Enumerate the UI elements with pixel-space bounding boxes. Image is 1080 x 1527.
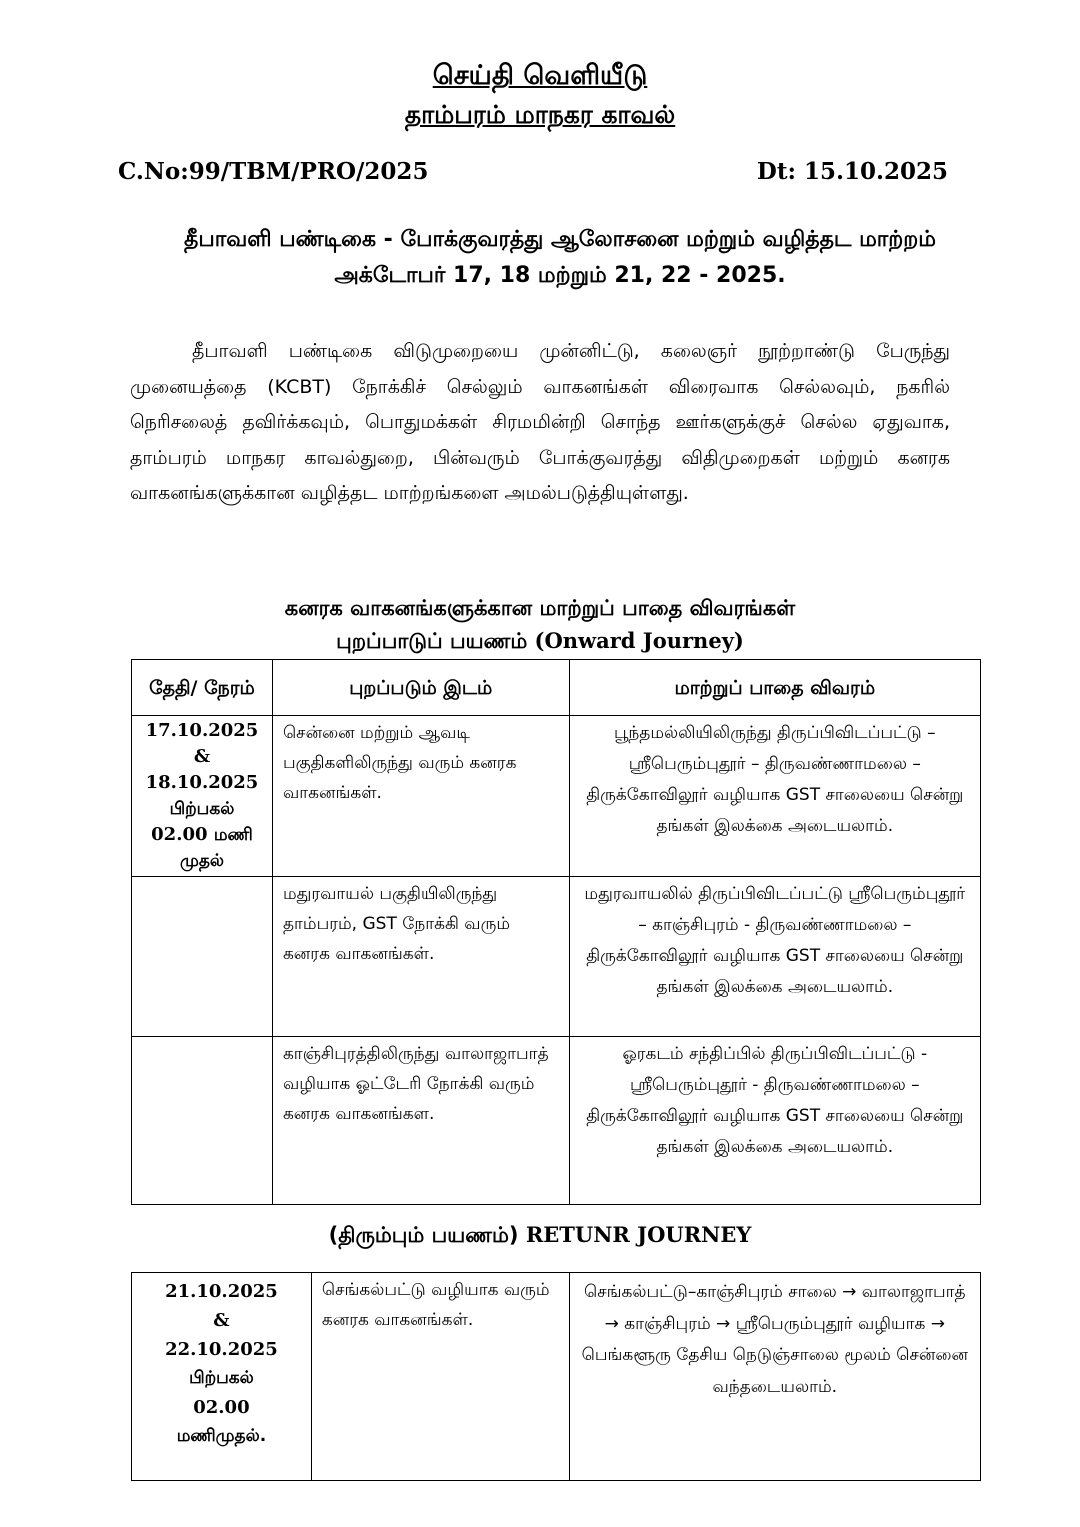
route-cell: ஓரகடம் சந்திப்பில் திருப்பிவிடப்பட்டு - ஸ்ரீபெரும்புதூர் - திருவண்ணாமலை – திருக்கோவிலூர் வழியாக GST சாலையை சென்று தங்கள் இலக்கை அடையலாம். xyxy=(569,1037,980,1205)
reference-date: Dt: 15.10.2025 xyxy=(756,158,948,185)
body-paragraph: தீபாவளி பண்டிகை விடுமுறையை முன்னிட்டு, கலைஞர் நூற்றாண்டு பேருந்து முனையத்தை (KCBT) நோக்கிச் செல்லும் வாகனங்கள் விரைவாக செல்லவும், நகரில் நெரிசலைத் தவிர்க்கவும், பொதுமக்கள் சிரமமின்றி சொந்த ஊர்களுக்குச் செல்ல ஏதுவாக, தாம்பரம் மாநகர காவல்துறை, பின்வரும் போக்குவரத்து விதிமுறைகள் மற்றும் கனரக வாகனங்களுக்கான வழித்தட மாற்றங்களை அமல்படுத்தியுள்ளது. xyxy=(130,340,950,504)
table-header-row xyxy=(132,660,981,716)
date-ampersand: & xyxy=(193,746,211,767)
subject-heading xyxy=(100,222,1020,294)
reference-number: C.No:99/TBM/PRO/2025 xyxy=(118,158,429,185)
time-from: மணிமுதல். xyxy=(176,1426,267,1446)
subject-line-2: அக்டோபர் 17, 18 மற்றும் 21, 22 - 2025. xyxy=(334,263,786,288)
date-cell xyxy=(132,1273,312,1481)
time-value: 02.00 xyxy=(193,1397,250,1418)
column-header-route: மாற்றுப் பாதை விவரம் xyxy=(569,660,980,716)
time-period: பிற்பகல் xyxy=(169,799,235,819)
table-row xyxy=(132,1273,981,1481)
document-subtitle: தாம்பரம் மாநகர காவல் xyxy=(404,100,676,129)
column-header-origin: புறப்படும் இடம் xyxy=(272,660,569,716)
column-header-date: தேதி/ நேரம் xyxy=(132,660,273,716)
return-journey-title-en: RETUNR JOURNEY xyxy=(525,1222,752,1247)
date-cell-empty xyxy=(132,877,273,1037)
origin-cell: மதுரவாயல் பகுதியிலிருந்து தாம்பரம், GST நோக்கி வரும் கனரக வாகனங்கள். xyxy=(272,877,569,1037)
date-ampersand: & xyxy=(213,1310,230,1331)
date-start: 17.10.2025 xyxy=(145,720,259,741)
origin-cell: சென்னை மற்றும் ஆவடி பகுதிகளிலிருந்து வரும் கனரக வாகனங்கள். xyxy=(272,716,569,877)
route-cell: செங்கல்பட்டு–காஞ்சிபுரம் சாலை → வாலாஜாபாத் → காஞ்சிபுரம் → ஸ்ரீபெரும்புதூர் வழியாக → பெங்களூரு தேசிய நெடுஞ்சாலை மூலம் சென்னை வந்தடையலாம். xyxy=(569,1273,980,1481)
reference-line xyxy=(118,158,948,192)
origin-cell: காஞ்சிபுரத்திலிருந்து வாலாஜாபாத் வழியாக ஓட்டேரி நோக்கி வரும் கனரக வாகனங்கள. xyxy=(272,1037,569,1205)
date-end: 18.10.2025 xyxy=(145,772,259,793)
return-journey-title-ta: (திரும்பும் பயணம்) xyxy=(328,1223,519,1247)
route-cell: மதுரவாயலில் திருப்பிவிடப்பட்டு ஸ்ரீபெரும்புதூர் – காஞ்சிபுரம் - திருவண்ணாமலை – திருக்கோவிலூர் வழியாக GST சாலையை சென்று தங்கள் இலக்கை அடையலாம். xyxy=(569,877,980,1037)
time-unit: மணி xyxy=(213,825,253,845)
table-row xyxy=(132,1037,981,1205)
return-table xyxy=(131,1272,981,1481)
date-start: 21.10.2025 xyxy=(165,1281,278,1302)
onward-section-title: கனரக வாகனங்களுக்கான மாற்றுப் பாதை விவரங்கள் xyxy=(284,596,796,620)
origin-cell: செங்கல்பட்டு வழியாக வரும் கனரக வாகனங்கள். xyxy=(311,1273,569,1481)
onward-journey-title xyxy=(0,628,1080,656)
date-cell-empty xyxy=(132,1037,273,1205)
document-title: செய்தி வெளியீடு xyxy=(432,60,648,91)
subject-line-1: தீபாவளி பண்டிகை - போக்குவரத்து ஆலோசனை மற்றும் வழித்தட மாற்றம் xyxy=(184,227,936,252)
table-row xyxy=(132,877,981,1037)
time-from: முதல் xyxy=(179,851,224,871)
date-end: 22.10.2025 xyxy=(165,1339,278,1360)
time-value xyxy=(136,822,268,848)
onward-table xyxy=(131,659,981,1205)
date-cell xyxy=(132,716,273,877)
table-row xyxy=(132,716,981,877)
onward-journey-title-ta: புறப்பாடுப் பயணம் xyxy=(336,629,528,653)
return-journey-title xyxy=(0,1222,1080,1250)
time-period: பிற்பகல் xyxy=(189,1368,254,1388)
time-number: 02.00 xyxy=(151,824,208,845)
route-cell: பூந்தமல்லியிலிருந்து திருப்பிவிடப்பட்டு – ஸ்ரீபெரும்புதூர் – திருவண்ணாமலை – திருக்கோவிலூர் வழியாக GST சாலையை சென்று தங்கள் இலக்கை அடையலாம். xyxy=(569,716,980,877)
onward-journey-title-en: (Onward Journey) xyxy=(534,628,744,653)
